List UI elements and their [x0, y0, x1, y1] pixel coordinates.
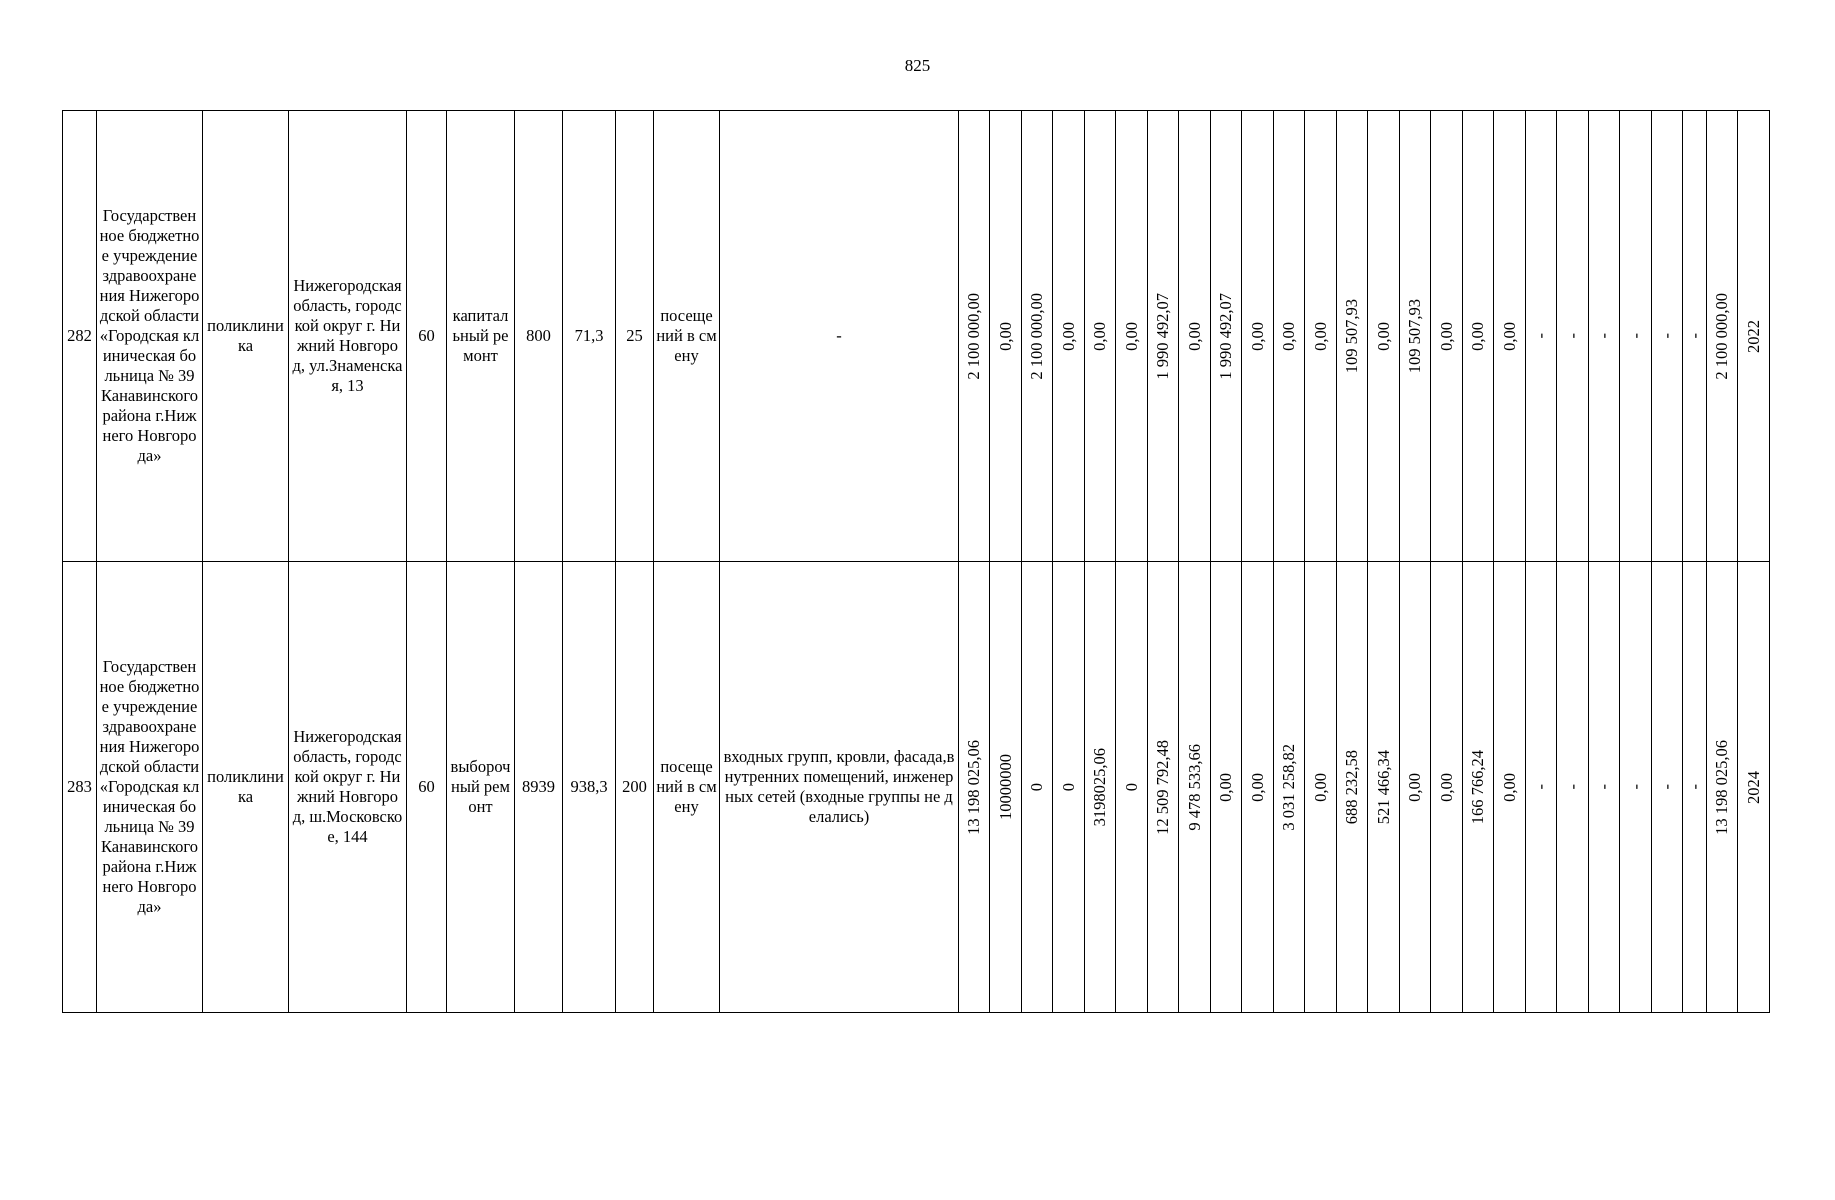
amount-value: 10000000 — [995, 754, 1015, 820]
amount-cell — [1116, 562, 1148, 1013]
data-table — [62, 110, 1770, 1013]
amount-value: 13 198 025,06 — [964, 739, 983, 835]
amount-cell — [1620, 111, 1652, 562]
amount-cell — [1526, 562, 1557, 1013]
amount-value: 13 198 025,06 — [1712, 739, 1731, 835]
amount-cell — [1274, 562, 1305, 1013]
amount-value: 0,00 — [1090, 321, 1109, 351]
amount-cell — [1738, 562, 1770, 1013]
amount-value: 0 — [1121, 782, 1141, 792]
facility-type-cell — [203, 111, 289, 562]
address-cell-text: Нижегородская область, городской округ г. Нижний Новгород, ш.Московское, 144 — [292, 727, 403, 846]
amount-value: 2022 — [1743, 319, 1763, 353]
amount-cell — [1274, 111, 1305, 562]
amount-value: 109 507,93 — [1342, 298, 1361, 374]
capacity-unit-cell-text: посещений в смену — [656, 306, 717, 365]
amount-value: - — [1594, 333, 1613, 339]
amount-cell — [1463, 111, 1494, 562]
amount-value: 2 100 000,00 — [964, 292, 983, 380]
amount-cell — [1085, 562, 1116, 1013]
works-description-cell — [720, 111, 959, 562]
institution-cell — [97, 562, 203, 1013]
amount-value: 0,00 — [1405, 772, 1424, 802]
amount-value: 2 100 000,00 — [1712, 292, 1731, 380]
amount-value: - — [1531, 784, 1550, 790]
works-description-cell — [720, 562, 959, 1013]
column-4-cell — [407, 562, 447, 1013]
column-8-cell-text: 25 — [626, 326, 643, 345]
amount-value: 109 507,93 — [1405, 298, 1424, 374]
column-6-cell — [515, 562, 563, 1013]
amount-value: 2024 — [1743, 770, 1763, 804]
capacity-unit-cell — [654, 562, 720, 1013]
column-6-cell-text: 8939 — [522, 777, 555, 796]
address-cell-text: Нижегородская область, городской округ г. Нижний Новгород, ул.Знаменская, 13 — [292, 276, 403, 395]
amount-value: - — [1594, 784, 1613, 790]
institution-cell-text: Государственное бюджетное учреждение здравоохранения Нижегородской области «Городская клиническая больница № 39 Канавинского района г.Нижнего Новгорода» — [99, 206, 200, 465]
amount-cell — [1494, 111, 1526, 562]
row-number-cell — [63, 111, 97, 562]
amount-cell — [1179, 111, 1211, 562]
amount-value: 2 100 000,00 — [1027, 292, 1046, 380]
amount-cell — [1022, 562, 1053, 1013]
amount-value: - — [1684, 784, 1704, 790]
amount-value: 3198025,06 — [1090, 747, 1109, 827]
amount-value: 688 232,58 — [1342, 749, 1361, 825]
amount-value: - — [1684, 333, 1704, 339]
amount-cell — [1211, 562, 1242, 1013]
amount-cell — [1368, 111, 1400, 562]
column-4-cell-text: 60 — [418, 326, 435, 345]
amount-cell — [1337, 111, 1368, 562]
amount-value: 3 031 258,82 — [1279, 743, 1298, 831]
amount-value: 0 — [1058, 782, 1078, 792]
amount-cell — [1463, 562, 1494, 1013]
amount-value: 0,00 — [1247, 321, 1267, 351]
amount-value: 0 — [1027, 782, 1046, 792]
amount-cell — [1494, 562, 1526, 1013]
column-8-cell — [616, 111, 654, 562]
amount-cell — [1652, 111, 1683, 562]
column-8-cell-text: 200 — [622, 777, 647, 796]
amount-cell — [1305, 111, 1337, 562]
amount-cell — [1242, 562, 1274, 1013]
amount-value: 0,00 — [1468, 321, 1487, 351]
facility-type-cell-text: поликлиника — [207, 767, 284, 806]
table-row — [63, 111, 1770, 562]
facility-type-cell — [203, 562, 289, 1013]
amount-cell — [1589, 111, 1620, 562]
amount-cell — [1179, 562, 1211, 1013]
amount-cell — [990, 111, 1022, 562]
amount-value: 0,00 — [1310, 772, 1330, 802]
amount-cell — [1707, 111, 1738, 562]
amount-cell — [1400, 562, 1431, 1013]
column-4-cell-text: 60 — [418, 777, 435, 796]
amount-value: - — [1531, 333, 1550, 339]
repair-type-cell — [447, 562, 515, 1013]
amount-cell — [1620, 562, 1652, 1013]
amount-value: 0,00 — [1436, 772, 1456, 802]
amount-value: 521 466,34 — [1373, 749, 1393, 825]
amount-cell — [1683, 562, 1707, 1013]
amount-cell — [1431, 562, 1463, 1013]
amount-cell — [1683, 111, 1707, 562]
amount-cell — [1148, 111, 1179, 562]
capacity-unit-cell — [654, 111, 720, 562]
amount-value: 0,00 — [1373, 321, 1393, 351]
amount-cell — [1305, 562, 1337, 1013]
amount-value: 0,00 — [1121, 321, 1141, 351]
amount-cell — [1085, 111, 1116, 562]
column-8-cell — [616, 562, 654, 1013]
row-number-cell-text: 282 — [67, 326, 92, 345]
institution-cell — [97, 111, 203, 562]
column-6-cell-text: 800 — [526, 326, 551, 345]
amount-cell — [1022, 111, 1053, 562]
amount-cell — [1557, 562, 1589, 1013]
column-7-cell-text: 938,3 — [570, 777, 608, 796]
amount-value: - — [1562, 784, 1582, 790]
amount-cell — [1589, 562, 1620, 1013]
amount-cell — [1116, 111, 1148, 562]
institution-cell-text: Государственное бюджетное учреждение здравоохранения Нижегородской области «Городская клиническая больница № 39 Канавинского района г.Нижнего Новгорода» — [99, 657, 200, 916]
amount-value: 9 478 533,66 — [1184, 743, 1204, 831]
works-description-cell-text: входных групп, кровли, фасада,внутренних помещений, инженерных сетей (входные группы не делались) — [723, 747, 955, 826]
row-number-cell-text: 283 — [67, 777, 92, 796]
amount-cell — [1053, 111, 1085, 562]
amount-cell — [1337, 562, 1368, 1013]
amount-cell — [1557, 111, 1589, 562]
table-row — [63, 562, 1770, 1013]
amount-cell — [1738, 111, 1770, 562]
amount-cell — [1053, 562, 1085, 1013]
facility-type-cell-text: поликлиника — [207, 316, 284, 355]
amount-cell — [959, 111, 990, 562]
amount-value: 0,00 — [1279, 321, 1298, 351]
amount-value: 1 990 492,07 — [1216, 292, 1235, 380]
address-cell — [289, 111, 407, 562]
amount-value: 0,00 — [1184, 321, 1204, 351]
amount-cell — [959, 562, 990, 1013]
amount-value: 0,00 — [1058, 321, 1078, 351]
column-6-cell — [515, 111, 563, 562]
amount-value: 0,00 — [1216, 772, 1235, 802]
amount-cell — [1211, 111, 1242, 562]
amount-cell — [1431, 111, 1463, 562]
amount-cell — [990, 562, 1022, 1013]
amount-cell — [1368, 562, 1400, 1013]
amount-value: 0,00 — [1247, 772, 1267, 802]
page-number: 825 — [904, 56, 931, 75]
column-4-cell — [407, 111, 447, 562]
capacity-unit-cell-text: посещений в смену — [656, 757, 717, 816]
column-7-cell — [563, 111, 616, 562]
amount-cell — [1526, 111, 1557, 562]
amount-value: 1 990 492,07 — [1153, 292, 1172, 380]
amount-value: 0,00 — [1310, 321, 1330, 351]
amount-value: 0,00 — [995, 321, 1015, 351]
column-7-cell — [563, 562, 616, 1013]
amount-value: 0,00 — [1436, 321, 1456, 351]
amount-value: - — [1657, 333, 1676, 339]
amount-cell — [1242, 111, 1274, 562]
repair-type-cell-text: выборочный ремонт — [450, 757, 511, 816]
amount-cell — [1652, 562, 1683, 1013]
amount-cell — [1148, 562, 1179, 1013]
column-7-cell-text: 71,3 — [574, 326, 604, 345]
repair-type-cell — [447, 111, 515, 562]
works-description-cell-text: - — [836, 326, 842, 345]
amount-value: - — [1625, 333, 1645, 339]
amount-value: - — [1657, 784, 1676, 790]
address-cell — [289, 562, 407, 1013]
repair-type-cell-text: капитальный ремонт — [452, 306, 509, 365]
amount-value: - — [1625, 784, 1645, 790]
row-number-cell — [63, 562, 97, 1013]
amount-cell — [1707, 562, 1738, 1013]
amount-cell — [1400, 111, 1431, 562]
amount-value: 12 509 792,48 — [1153, 739, 1172, 835]
amount-value: 0,00 — [1499, 772, 1519, 802]
amount-value: 0,00 — [1499, 321, 1519, 351]
amount-value: - — [1562, 333, 1582, 339]
amount-value: 166 766,24 — [1468, 749, 1487, 825]
